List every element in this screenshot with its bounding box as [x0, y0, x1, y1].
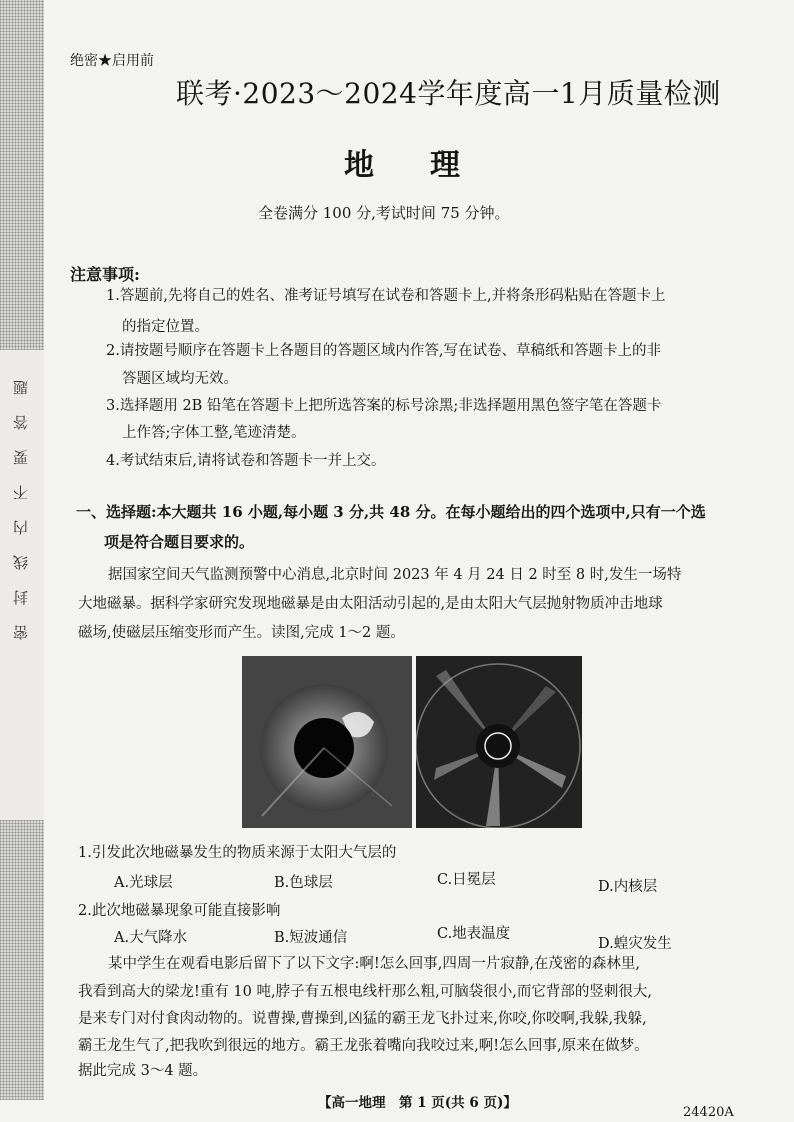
option: B.短波通信 [274, 930, 348, 946]
notice-item: 答题区域均无效。 [122, 371, 238, 387]
passage-line: 霸王龙生气了,把我吹到很远的地方。霸王龙张着嘴向我咬过来,啊!怎么回事,原来在做梦。 [78, 1038, 649, 1054]
passage-line: 大地磁暴。据科学家研究发现地磁暴是由太阳活动引起的,是由太阳大气层抛射物质冲击地球 [78, 596, 663, 612]
passage-line: 是来专门对付食肉动物的。说曹操,曹操到,凶猛的霸王龙飞扑过来,你咬,你咬啊,我躲,我躲, [78, 1011, 647, 1027]
notice-item: 4.考试结束后,请将试卷和答题卡一并上交。 [106, 453, 386, 469]
score-line: 全卷满分 100 分,考试时间 75 分钟。 [258, 204, 510, 222]
passage-line: 我看到高大的梁龙!重有 10 吨,脖子有五根电线杆那么粗,可脑袋很小,而它背部的竖刺很大, [78, 984, 652, 1000]
section-heading: 一、选择题:本大题共 16 小题,每小题 3 分,共 48 分。在每小题给出的四个选项中,只有一个选 [76, 503, 706, 521]
notice-item: 上作答;字体工整,笔迹清楚。 [122, 425, 306, 441]
notice-heading: 注意事项: [70, 265, 140, 284]
question-stem: 1.引发此次地磁暴发生的物质来源于太阳大气层的 [78, 845, 397, 861]
notice-item: 3.选择题用 2B 铅笔在答题卡上把所选答案的标号涂黑;非选择题用黑色签字笔在答题卡 [106, 398, 662, 414]
option: C.日冕层 [437, 872, 496, 888]
option: C.地表温度 [437, 926, 511, 942]
page-footer: 【高一地理 第 1 页(共 6 页)】 [318, 1095, 517, 1111]
passage-line: 据国家空间天气监测预警中心消息,北京时间 2023 年 4 月 24 日 2 时至 8 时,发生一场特 [108, 567, 682, 583]
notice-item: 1.答题前,先将自己的姓名、准考证号填写在试卷和答题卡上,并将条形码粘贴在答题卡上 [106, 288, 666, 304]
question-stem: 2.此次地磁暴现象可能直接影响 [78, 903, 281, 919]
subject-title: 地理 [344, 148, 516, 183]
binding-warning: 密封线内不要答题 [12, 360, 30, 640]
passage-line: 磁场,使磁层压缩变形而产生。读图,完成 1～2 题。 [78, 625, 405, 641]
secret-label: 绝密★启用前 [70, 53, 154, 69]
passage-line: 据此完成 3～4 题。 [78, 1063, 208, 1079]
option: D.内核层 [598, 879, 658, 895]
option: A.大气降水 [114, 930, 188, 946]
exam-title: 联考·2023～2024学年度高一1月质量检测 [176, 77, 721, 110]
coronagraph-image-right [416, 656, 582, 828]
notice-item: 2.请按题号顺序在答题卡上各题目的答题区域内作答,写在试卷、草稿纸和答题卡上的非 [106, 343, 661, 359]
passage-line: 某中学生在观看电影后留下了以下文字:啊!怎么回事,四周一片寂静,在茂密的森林里, [108, 956, 641, 972]
option: D.蝗灾发生 [598, 936, 672, 952]
option: B.色球层 [274, 875, 333, 891]
notice-item: 的指定位置。 [122, 319, 209, 335]
section-heading-cont: 项是符合题目要求的。 [104, 533, 255, 551]
coronagraph-image-left [242, 656, 412, 828]
paper-code: 24420A [683, 1105, 734, 1120]
option: A.光球层 [114, 875, 173, 891]
